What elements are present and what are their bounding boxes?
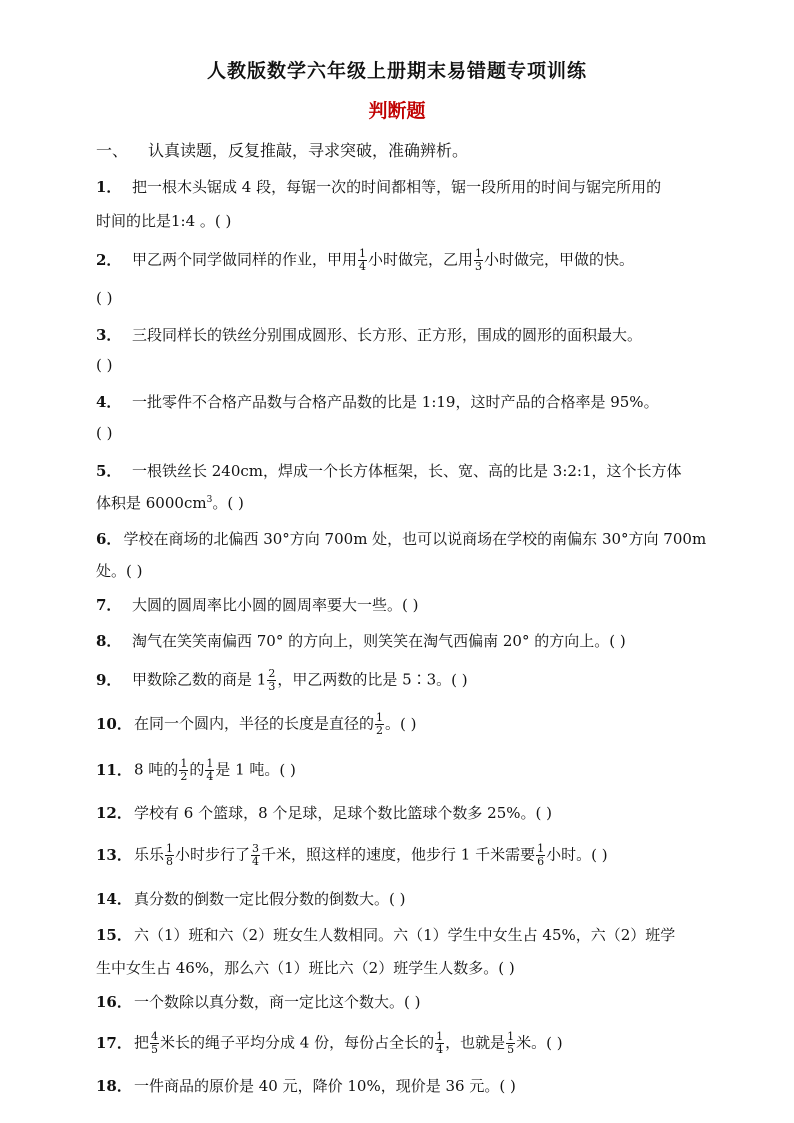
section-heading bbox=[96, 138, 468, 161]
question-5-cont: 体积是 $6000cm^3$。( ) bbox=[96, 494, 244, 512]
question-number: 4． bbox=[96, 393, 122, 411]
answer-blank[interactable]: ( ) bbox=[400, 714, 417, 733]
question-1 bbox=[96, 176, 661, 197]
question-4 bbox=[96, 391, 659, 412]
page-subtitle: 判断题 bbox=[368, 100, 426, 122]
question-1-cont bbox=[96, 210, 231, 231]
fraction: $\frac{1}{4}$ bbox=[436, 1030, 444, 1056]
answer-blank[interactable]: ( ) bbox=[404, 993, 421, 1011]
question-text: 甲乙两个同学做同样的作业，甲用 bbox=[132, 250, 358, 269]
question-text: 8 吨的 bbox=[134, 760, 179, 779]
question-number: 15． bbox=[96, 926, 132, 944]
question-10: 10． 在同一个圆内，半径的长度是直径的 $\frac{1}{2}$ 。( ) bbox=[96, 711, 417, 737]
fraction: $\frac{1}{8}$ bbox=[166, 842, 174, 868]
question-text: 一个数除以真分数，商一定比这个数大。 bbox=[134, 993, 405, 1011]
question-text: 把 bbox=[134, 1033, 150, 1052]
question-6 bbox=[96, 528, 706, 549]
question-number: 13． bbox=[96, 845, 132, 864]
question-number: 16． bbox=[96, 993, 132, 1011]
fraction: $\frac{2}{3}$ bbox=[268, 667, 276, 693]
fraction: $\frac{1}{2}$ bbox=[376, 711, 384, 737]
question-number: 10． bbox=[96, 714, 132, 733]
question-text: 淘气在笑笑南偏西 70° 的方向上，则笑笑在淘气西偏南 20° 的方向上。 bbox=[132, 632, 610, 650]
question-number: 6． bbox=[96, 530, 122, 548]
question-text: 一批零件不合格产品数与合格产品数的比是 1:19，这时产品的合格率是 95%。 bbox=[132, 393, 659, 411]
fraction: $\frac{1}{6}$ bbox=[537, 842, 545, 868]
question-6-cont: 处。( ) bbox=[96, 562, 143, 580]
fraction: $\frac{3}{4}$ bbox=[252, 842, 260, 868]
question-3-answer bbox=[96, 356, 112, 374]
question-text: 一根铁丝长 240cm，焊成一个长方体框架，长、宽、高的比是 3:2:1，这个长方体 bbox=[132, 462, 682, 480]
answer-blank[interactable]: ( ) bbox=[96, 289, 113, 307]
question-13: 13． 乐乐 $\frac{1}{8}$ 小时步行了 $\frac{3}{4}$ 千米，照这样的速度，他步行 1 千米需要 $\frac{1}{6}$ 小时。( ) bbox=[96, 842, 608, 868]
question-15-cont: 生中女生占 46%，那么六（1）班比六（2）班学生人数多。( ) bbox=[96, 959, 515, 977]
question-number: 8． bbox=[96, 632, 122, 650]
fraction: $\frac{1}{3}$ bbox=[475, 247, 483, 273]
question-number: 9． bbox=[96, 670, 122, 689]
question-4-answer bbox=[96, 424, 112, 442]
question-number: 2． bbox=[96, 250, 122, 269]
answer-blank[interactable]: ( ) bbox=[227, 494, 244, 512]
question-number: 1． bbox=[96, 178, 122, 196]
answer-blank[interactable]: ( ) bbox=[96, 424, 113, 442]
answer-blank[interactable]: ( ) bbox=[126, 562, 143, 580]
answer-blank[interactable]: ( ) bbox=[214, 212, 232, 230]
fraction: $\frac{1}{4}$ bbox=[206, 757, 214, 783]
question-16 bbox=[96, 991, 421, 1012]
question-5 bbox=[96, 460, 682, 481]
question-number: 7． bbox=[96, 596, 122, 614]
question-17: 17． 把 $\frac{4}{5}$ 米长的绳子平均分成 4 份，每份占全长的 $\frac{1}{4}$ ，也就是 $\frac{1}{5}$ 米。( ) bbox=[96, 1030, 563, 1056]
question-text: 甲数除乙数的商是 1 bbox=[132, 670, 267, 689]
question-2: 2． 甲乙两个同学做同样的作业，甲用 $\frac{1}{4}$ 小时做完，乙用 $\frac{1}{3}$ 小时做完，甲做的快。 bbox=[96, 247, 635, 273]
section-instruction: 认真读题，反复推敲，寻求突破，准确辨析。 bbox=[148, 141, 469, 160]
question-number: 18． bbox=[96, 1077, 132, 1095]
question-text: 把一根木头锯成 4 段，每锯一次的时间都相等，锯一段所用的时间与锯完所用的 bbox=[132, 178, 662, 196]
question-number: 11． bbox=[96, 760, 132, 779]
question-15 bbox=[96, 924, 675, 945]
question-12 bbox=[96, 802, 552, 823]
answer-blank[interactable]: ( ) bbox=[546, 1033, 563, 1052]
answer-blank[interactable]: ( ) bbox=[535, 804, 552, 822]
question-text: 一件商品的原价是 40 元，降价 10%，现价是 36 元。 bbox=[134, 1077, 500, 1095]
section-number: 一、 bbox=[96, 141, 129, 160]
question-number: 3． bbox=[96, 326, 122, 344]
question-3 bbox=[96, 324, 642, 345]
question-7 bbox=[96, 594, 419, 615]
fraction: $\frac{1}{5}$ bbox=[507, 1030, 515, 1056]
question-text: 学校有 6 个篮球，8 个足球，足球个数比篮球个数多 25%。 bbox=[134, 804, 536, 822]
question-text: 三段同样长的铁丝分别围成圆形、长方形、正方形，围成的圆形的面积最大。 bbox=[132, 326, 643, 344]
question-text: 真分数的倒数一定比假分数的倒数大。 bbox=[134, 890, 390, 908]
question-text: 学校在商场的北偏西 30°方向 700m 处，也可以说商场在学校的南偏东 30°方向 700m bbox=[123, 530, 707, 548]
question-text: 时间的比是1:4 。 bbox=[96, 212, 215, 230]
question-18 bbox=[96, 1075, 516, 1096]
question-8 bbox=[96, 630, 626, 651]
page-title: 人教版数学六年级上册期末易错题专项训练 bbox=[206, 60, 587, 82]
question-text: 在同一个圆内，半径的长度是直径的 bbox=[134, 714, 375, 733]
question-number: 17． bbox=[96, 1033, 132, 1052]
answer-blank[interactable]: ( ) bbox=[402, 596, 419, 614]
question-number: 14． bbox=[96, 890, 132, 908]
answer-blank[interactable]: ( ) bbox=[451, 670, 468, 689]
fraction: $\frac{1}{2}$ bbox=[180, 757, 188, 783]
question-2-answer bbox=[96, 289, 112, 307]
question-text: 六（1）班和六（2）班女生人数相同。六（1）学生中女生占 45%，六（2）班学 bbox=[134, 926, 676, 944]
question-text: 乐乐 bbox=[134, 845, 165, 864]
answer-blank[interactable]: ( ) bbox=[591, 845, 608, 864]
answer-blank[interactable]: ( ) bbox=[499, 1077, 516, 1095]
answer-blank[interactable]: ( ) bbox=[389, 890, 406, 908]
answer-blank[interactable]: ( ) bbox=[609, 632, 626, 650]
question-text: 大圆的圆周率比小圆的圆周率要大一些。 bbox=[132, 596, 403, 614]
answer-blank[interactable]: ( ) bbox=[498, 959, 515, 977]
question-9: 9． 甲数除乙数的商是 1 $\frac{2}{3}$ ，甲乙两数的比是 5∶3。( ) bbox=[96, 667, 468, 693]
question-14 bbox=[96, 888, 406, 909]
question-11: 11． 8 吨的 $\frac{1}{2}$ 的 $\frac{1}{4}$ 是 1 吨。( ) bbox=[96, 757, 296, 783]
superscript: 3 bbox=[206, 495, 213, 505]
answer-blank[interactable]: ( ) bbox=[279, 760, 296, 779]
answer-blank[interactable]: ( ) bbox=[96, 356, 113, 374]
fraction: $\frac{1}{4}$ bbox=[359, 247, 367, 273]
fraction: $\frac{4}{5}$ bbox=[151, 1030, 159, 1056]
question-number: 5． bbox=[96, 462, 122, 480]
question-number: 12． bbox=[96, 804, 132, 822]
